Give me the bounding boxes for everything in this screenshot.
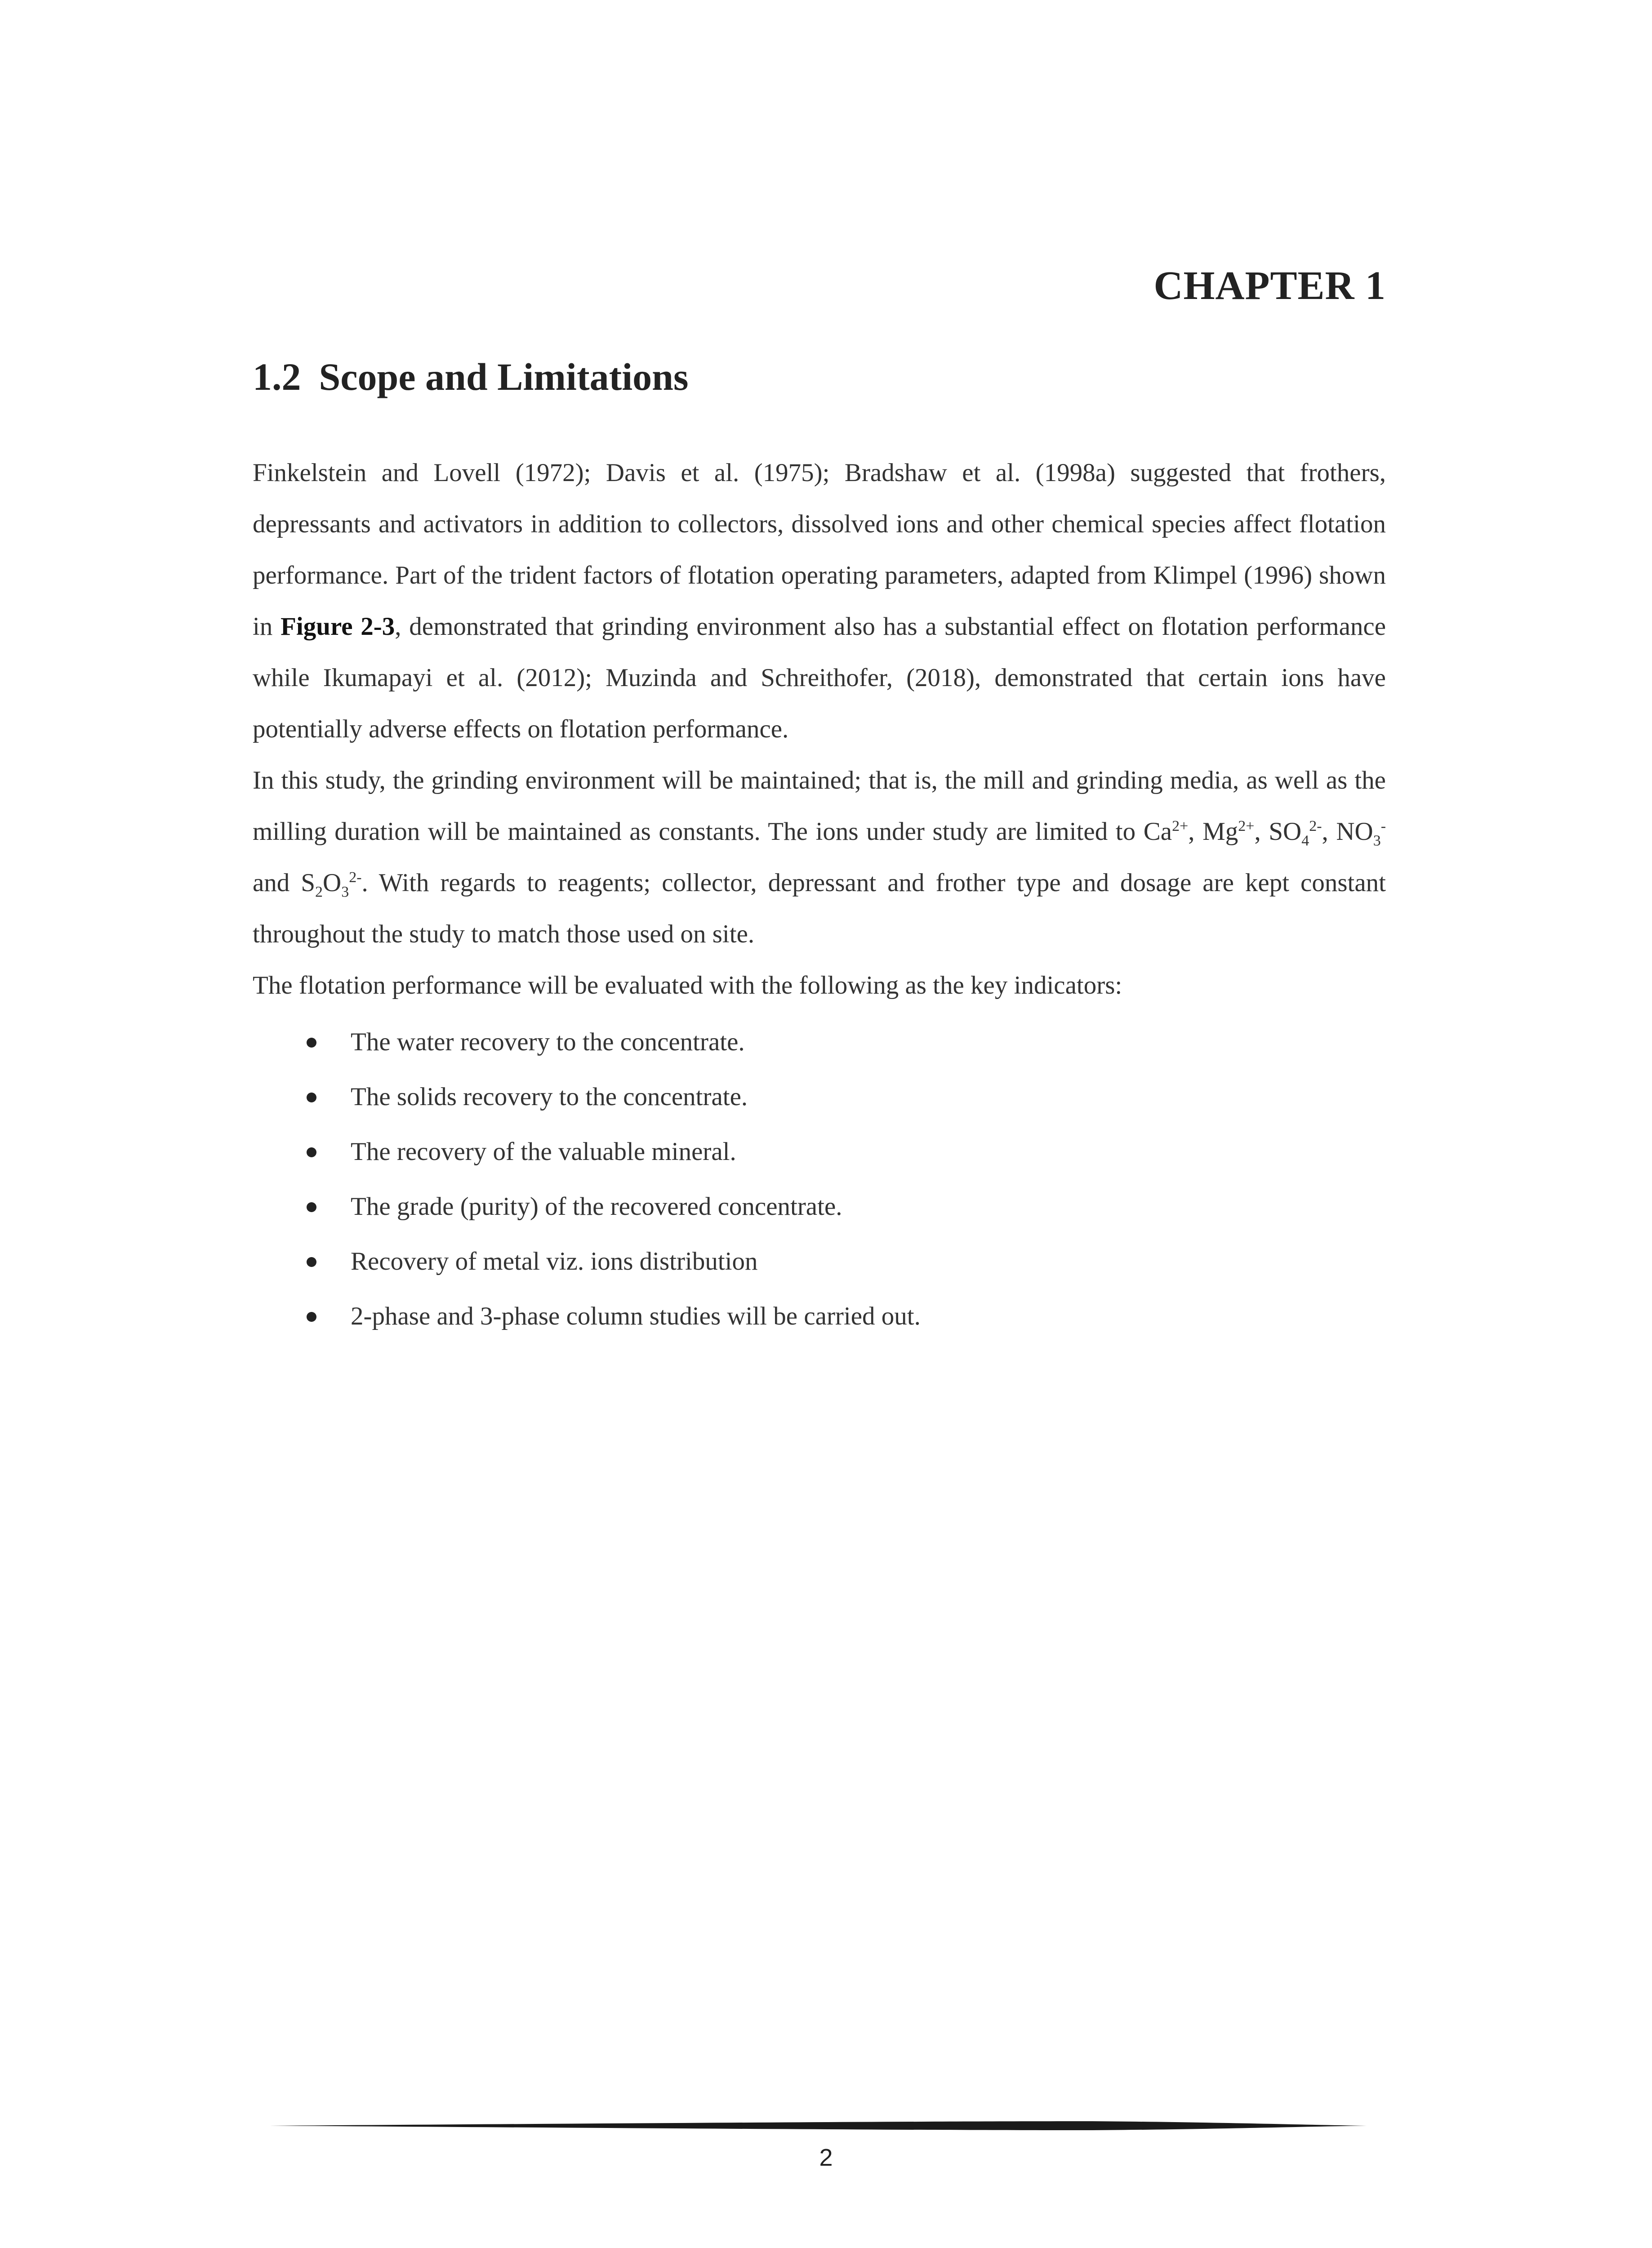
bullet-icon xyxy=(307,1202,316,1212)
paragraph-literature xyxy=(253,447,1386,755)
paragraph-indicators-intro: The flotation performance will be evaluated with the following as the key indicators: xyxy=(253,971,1122,999)
ion-thiosulfate-s-subscript: 2 xyxy=(315,883,323,901)
footer-divider xyxy=(270,2117,1367,2135)
list-item xyxy=(253,1070,1386,1124)
bullet-icon xyxy=(307,1257,316,1267)
ion-nitrate-subscript: 3 xyxy=(1373,832,1381,849)
bullet-icon xyxy=(307,1038,316,1048)
ion-separator: , xyxy=(1322,817,1336,846)
paragraph-literature-text-b: , demonstrated that grinding environment also has a substantial effect on flotation performance while Ikumapayi et al. (2012); Muzinda and Schreithofer, (2018), demonstrated that certain ions have potentially adverse effects on flotation performance. xyxy=(253,612,1386,743)
paragraph-study-scope xyxy=(253,755,1386,960)
list-item-text: The grade (purity) of the recovered concentrate. xyxy=(351,1192,842,1221)
page-number: 2 xyxy=(819,2144,833,2171)
section-number: 1.2 xyxy=(253,355,301,398)
ion-thiosulfate-o: O xyxy=(323,869,342,897)
figure-reference: Figure 2-3 xyxy=(281,612,395,641)
list-item xyxy=(253,1015,1386,1070)
body-text xyxy=(253,447,1386,1344)
list-item-text: Recovery of metal viz. ions distribution xyxy=(351,1247,758,1276)
ion-magnesium-charge: 2+ xyxy=(1238,818,1255,834)
ion-magnesium: Mg xyxy=(1202,817,1238,846)
ion-separator: and xyxy=(253,869,301,897)
list-item-text: 2-phase and 3-phase column studies will be carried out. xyxy=(351,1302,921,1330)
ion-calcium-charge: 2+ xyxy=(1172,818,1189,834)
ion-thiosulfate-o-subscript: 3 xyxy=(341,883,349,901)
list-item-text: The recovery of the valuable mineral. xyxy=(351,1137,736,1166)
ion-sulfate-charge: 2- xyxy=(1309,818,1322,834)
list-item xyxy=(253,1124,1386,1179)
scope-outro: . With regards to reagents; collector, depressant and frother type and dosage are kept constant throughout the study to match those used on site. xyxy=(253,869,1386,948)
section-title: Scope and Limitations xyxy=(319,355,689,398)
ion-nitrate-charge: - xyxy=(1380,818,1386,834)
list-item xyxy=(253,1179,1386,1234)
ion-sulfate-subscript: 4 xyxy=(1301,832,1309,849)
ion-nitrate: NO xyxy=(1336,817,1373,846)
section-heading xyxy=(253,354,688,399)
ion-thiosulfate-s: S xyxy=(301,869,316,897)
list-item-text: The water recovery to the concentrate. xyxy=(351,1028,745,1056)
bullet-icon xyxy=(307,1147,316,1157)
ion-calcium: Ca xyxy=(1143,817,1172,846)
ion-separator: , xyxy=(1254,817,1269,846)
list-item xyxy=(253,1289,1386,1344)
list-item-text: The solids recovery to the concentrate. xyxy=(351,1083,748,1111)
bullet-icon xyxy=(307,1093,316,1102)
ion-thiosulfate-charge: 2- xyxy=(349,869,362,886)
scope-intro: In this study, the grinding environment will be maintained; that is, the mill and grinding media, as well as the milling duration will be maintained as constants. The ions under study are limited to xyxy=(253,766,1386,846)
indicator-list xyxy=(253,1015,1386,1344)
list-item xyxy=(253,1234,1386,1289)
ion-separator: , xyxy=(1188,817,1203,846)
bullet-icon xyxy=(307,1312,316,1322)
paragraph-literature-text-a: Finkelstein and Lovell (1972); Davis et al. (1975); Bradshaw et al. (1998a) suggested that frothers, depressants and activators in addition to collectors, dissolved ions and other chemical species affect flotation performance. Part of the trident factors of flotation operating parameters, adapted from Klimpel (1996) shown in xyxy=(253,459,1386,641)
ion-sulfate: SO xyxy=(1269,817,1302,846)
chapter-title: CHAPTER 1 xyxy=(1153,263,1386,308)
